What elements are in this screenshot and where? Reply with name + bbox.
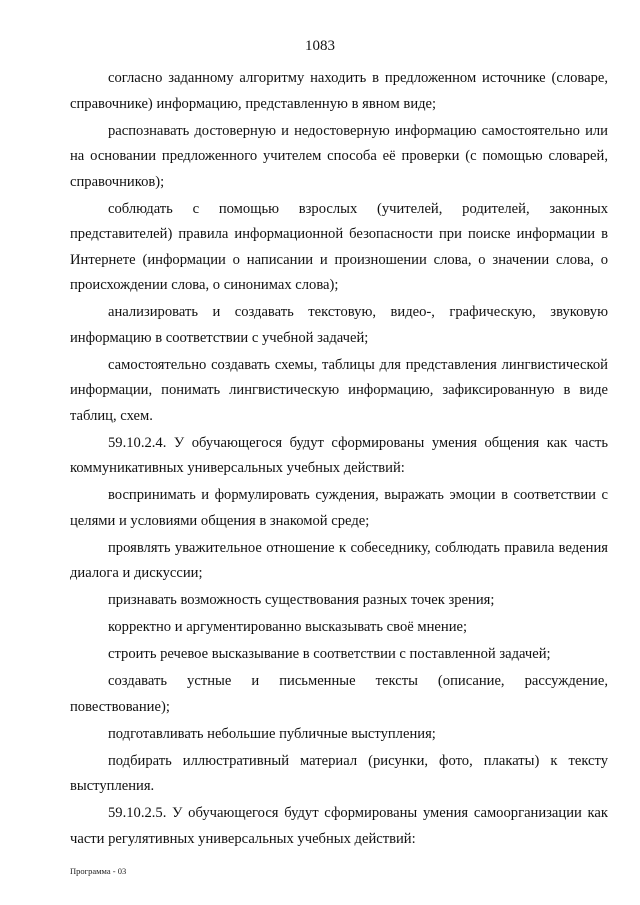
paragraph: подготавливать небольшие публичные выступления; (108, 725, 436, 742)
footer-label: Программа - 03 (70, 866, 127, 876)
paragraph: анализировать и создавать текстовую, видео-, графическую, звуковую информацию в соответствии с учебной задачей; (70, 304, 608, 346)
paragraph: соблюдать с помощью взрослых (учителей, родителей, законных представителей) правила информационной безопасности при поиске информации в Интернете (информации о написании и произношении слова, о значении слова, о происхождении слова, о синонимах слова); (70, 200, 608, 293)
paragraph: воспринимать и формулировать суждения, выражать эмоции в соответствии с целями и условиями общения в знакомой среде; (70, 487, 608, 529)
paragraph: строить речевое высказывание в соответствии с поставленной задачей; (108, 646, 551, 662)
paragraph: признавать возможность существования разных точек зрения; (108, 592, 495, 608)
section-heading-paragraph: 59.10.2.4. У обучающегося будут сформированы умения общения как часть коммуникативных универсальных учебных действий: (70, 434, 608, 476)
document-body (70, 66, 608, 854)
section-heading-paragraph: 59.10.2.5. У обучающегося будут сформированы умения самоорганизации как части регулятивных универсальных учебных действий: (70, 805, 608, 847)
paragraph: самостоятельно создавать схемы, таблицы для представления лингвистической информации, понимать лингвистическую информацию, зафиксированную в виде таблиц, схем. (70, 356, 608, 424)
paragraph: создавать устные и письменные тексты (описание, рассуждение, повествование); (70, 673, 608, 715)
paragraph: распознавать достоверную и недостоверную информацию самостоятельно или на основании предложенного учителем способа её проверки (с помощью словарей, справочников); (70, 122, 608, 190)
paragraph: подбирать иллюстративный материал (рисунки, фото, плакаты) к тексту выступления. (70, 752, 608, 794)
paragraph: корректно и аргументированно высказывать своё мнение; (108, 619, 468, 635)
page-number: 1083 (305, 38, 335, 54)
paragraph: согласно заданному алгоритму находить в предложенном источнике (словаре, справочнике) информацию, представленную в явном виде; (70, 70, 608, 112)
paragraph: проявлять уважительное отношение к собеседнику, соблюдать правила ведения диалога и дискуссии; (70, 539, 608, 581)
